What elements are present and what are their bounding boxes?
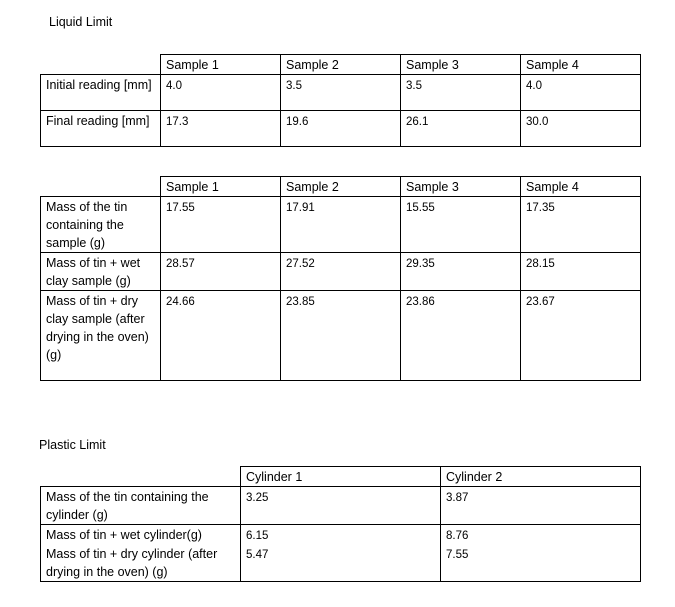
row-label: Mass of the tin containing the sample (g) xyxy=(41,197,161,253)
column-header: Sample 1 xyxy=(161,55,281,75)
column-header: Sample 4 xyxy=(521,177,641,197)
table-cell: 7.55 xyxy=(441,544,641,582)
table-cell: 19.6 xyxy=(281,111,401,147)
table-cell: 28.57 xyxy=(161,253,281,291)
row-label: Mass of tin + wet clay sample (g) xyxy=(41,253,161,291)
row-label: Initial reading [mm] xyxy=(41,75,161,111)
table-cell: 23.85 xyxy=(281,291,401,381)
table-cell: 17.3 xyxy=(161,111,281,147)
table-row xyxy=(41,487,641,525)
table-cell: 8.76 xyxy=(441,525,641,545)
table-header-row xyxy=(41,55,641,75)
column-header: Sample 3 xyxy=(401,177,521,197)
row-label: Mass of tin + dry clay sample (after drying in the oven) (g) xyxy=(41,291,161,381)
table-cell: 23.86 xyxy=(401,291,521,381)
table-cell: 17.55 xyxy=(161,197,281,253)
row-label: Final reading [mm] xyxy=(41,111,161,147)
table-row xyxy=(41,544,641,582)
plastic-limit-table xyxy=(40,466,641,582)
column-header: Cylinder 2 xyxy=(441,467,641,487)
header-blank-cell xyxy=(41,467,241,487)
row-label: Mass of tin + dry cylinder (after drying in the oven) (g) xyxy=(41,544,241,582)
table-cell: 24.66 xyxy=(161,291,281,381)
table-row xyxy=(41,291,641,381)
table-cell: 17.91 xyxy=(281,197,401,253)
table-cell: 27.52 xyxy=(281,253,401,291)
table-cell: 3.5 xyxy=(281,75,401,111)
liquid-limit-mass-table xyxy=(40,176,641,381)
table-header-row xyxy=(41,177,641,197)
header-blank-cell xyxy=(41,55,161,75)
table-row xyxy=(41,111,641,147)
header-blank-cell xyxy=(41,177,161,197)
table-cell: 4.0 xyxy=(521,75,641,111)
table-cell: 6.15 xyxy=(241,525,441,545)
table-cell: 4.0 xyxy=(161,75,281,111)
table-row xyxy=(41,75,641,111)
table-row xyxy=(41,197,641,253)
table-cell: 3.87 xyxy=(441,487,641,525)
table-cell: 28.15 xyxy=(521,253,641,291)
column-header: Sample 4 xyxy=(521,55,641,75)
table-cell: 15.55 xyxy=(401,197,521,253)
table-cell: 17.35 xyxy=(521,197,641,253)
column-header: Sample 1 xyxy=(161,177,281,197)
liquid-limit-readings-table xyxy=(40,54,641,147)
column-header: Cylinder 1 xyxy=(241,467,441,487)
column-header: Sample 3 xyxy=(401,55,521,75)
plastic-limit-heading: Plastic Limit xyxy=(39,438,106,452)
table-cell: 26.1 xyxy=(401,111,521,147)
column-header: Sample 2 xyxy=(281,177,401,197)
table-cell: 30.0 xyxy=(521,111,641,147)
column-header: Sample 2 xyxy=(281,55,401,75)
row-label: Mass of tin + wet cylinder(g) xyxy=(41,525,241,545)
table-header-row xyxy=(41,467,641,487)
table-row xyxy=(41,253,641,291)
table-cell: 29.35 xyxy=(401,253,521,291)
table-row xyxy=(41,525,641,545)
table-cell: 23.67 xyxy=(521,291,641,381)
row-label: Mass of the tin containing the cylinder (g) xyxy=(41,487,241,525)
table-cell: 3.25 xyxy=(241,487,441,525)
table-cell: 5.47 xyxy=(241,544,441,582)
table-cell: 3.5 xyxy=(401,75,521,111)
liquid-limit-heading: Liquid Limit xyxy=(49,15,113,29)
